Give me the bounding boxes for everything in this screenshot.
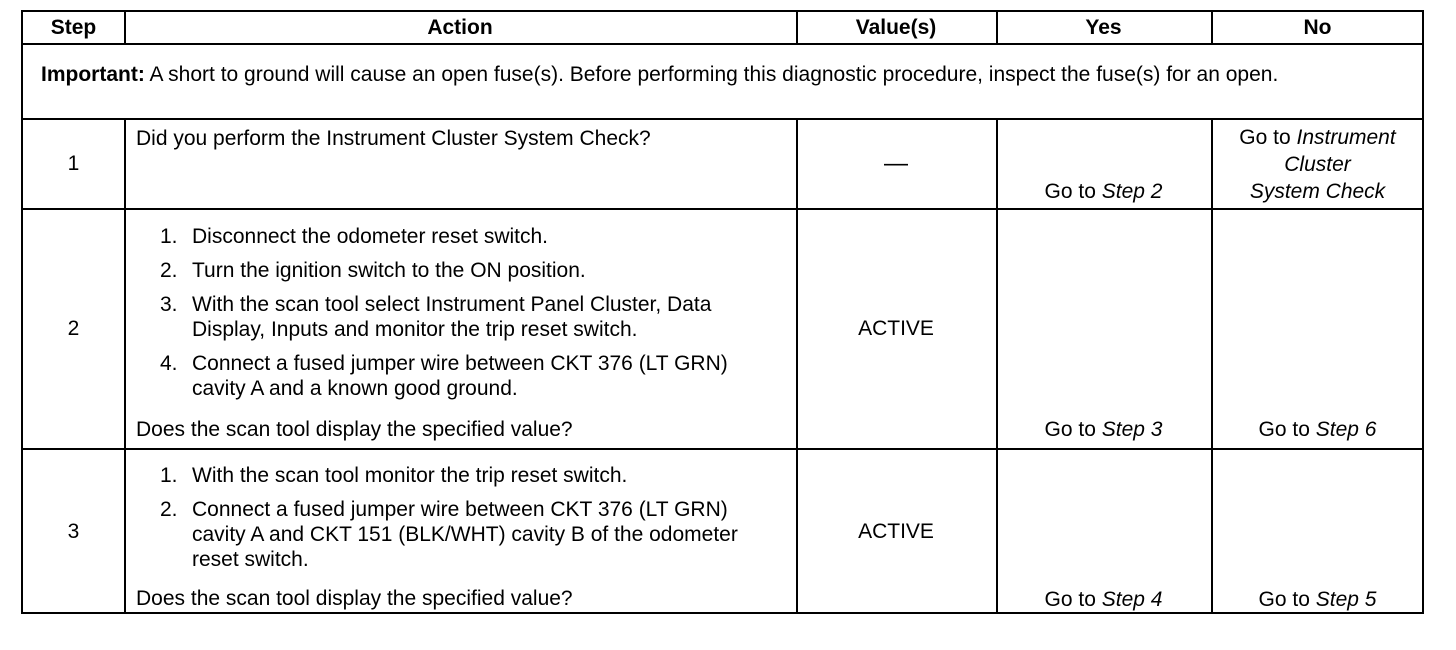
step-text: Connect a fused jumper wire between CKT 376 (LT GRN) cavity A and a known good ground.: [192, 352, 728, 400]
action-step: [136, 351, 786, 401]
header-no: No: [1303, 16, 1332, 39]
goto-target: Step 6: [1315, 418, 1377, 441]
action-step: [136, 224, 786, 249]
no-goto: [1211, 587, 1424, 612]
step-text: Turn the ignition switch to the ON position.: [192, 259, 586, 282]
step-index: 3.: [160, 293, 178, 316]
no-goto: [1211, 417, 1424, 442]
step-number: 3: [67, 520, 80, 544]
goto-prefix: Go to: [1258, 588, 1316, 611]
row-divider: [23, 43, 1422, 45]
important-label: Important:: [41, 63, 145, 86]
diagnostic-table: [21, 10, 1424, 614]
goto-target: Instrument: [1296, 126, 1396, 149]
step-text: Connect a fused jumper wire between CKT 376 (LT GRN) cavity A and CKT 151 (BLK/WHT) cavity B of the odometer reset switch.: [192, 498, 738, 571]
important-note: [23, 62, 1422, 88]
yes-goto: [996, 587, 1211, 612]
no-cell: [1211, 120, 1424, 208]
yes-cell: [996, 450, 1211, 614]
goto-target: Step 3: [1101, 418, 1163, 441]
action-step: [136, 463, 786, 488]
step-index: 4.: [160, 352, 178, 375]
step-index: 2.: [160, 259, 178, 282]
step-text: With the scan tool select Instrument Panel Cluster, Data Display, Inputs and monitor the trip reset switch.: [192, 293, 712, 341]
step-index: 1.: [160, 464, 178, 487]
action-steps: [136, 463, 786, 572]
step-text: Disconnect the odometer reset switch.: [192, 225, 548, 248]
yes-goto: [996, 179, 1211, 204]
action-question: Does the scan tool display the specified value?: [136, 418, 573, 441]
no-cell: [1211, 210, 1424, 448]
action-step: [136, 497, 786, 572]
yes-goto: [996, 417, 1211, 442]
step-index: 2.: [160, 498, 178, 521]
step-number: 2: [67, 317, 80, 341]
action-cell: [136, 463, 786, 572]
goto-prefix: Go to: [1239, 126, 1297, 149]
goto-target: Step 2: [1101, 180, 1163, 203]
value-cell: ACTIVE: [858, 317, 934, 341]
step-text: With the scan tool monitor the trip reset switch.: [192, 464, 628, 487]
action-steps: [136, 224, 786, 401]
action-question: Did you perform the Instrument Cluster System Check?: [136, 127, 651, 150]
value-cell: —: [884, 149, 908, 177]
goto-target: Step 5: [1315, 588, 1377, 611]
step-number: 1: [67, 152, 80, 176]
header-action: Action: [427, 16, 493, 39]
goto-prefix: Go to: [1258, 418, 1316, 441]
action-question: Does the scan tool display the specified value?: [136, 587, 573, 610]
goto-prefix: Go to: [1044, 418, 1102, 441]
yes-cell: [996, 120, 1211, 208]
goto-prefix: Go to: [1044, 180, 1102, 203]
header-yes: Yes: [1085, 16, 1122, 39]
action-cell: [136, 224, 786, 401]
column-divider: [124, 118, 126, 614]
goto-target: Step 4: [1101, 588, 1163, 611]
goto-target: Cluster: [1284, 153, 1351, 176]
header-step: Step: [50, 16, 97, 39]
goto-prefix: Go to: [1044, 588, 1102, 611]
value-cell: ACTIVE: [858, 520, 934, 544]
action-step: [136, 258, 786, 283]
important-text: A short to ground will cause an open fuse(s). Before performing this diagnostic procedure, inspect the fuse(s) for an open.: [144, 63, 1279, 86]
yes-cell: [996, 210, 1211, 448]
step-index: 1.: [160, 225, 178, 248]
no-cell: [1211, 450, 1424, 614]
goto-target: System Check: [1249, 180, 1386, 203]
header-values: Value(s): [855, 16, 937, 39]
action-step: [136, 292, 786, 342]
no-goto: [1211, 124, 1424, 205]
